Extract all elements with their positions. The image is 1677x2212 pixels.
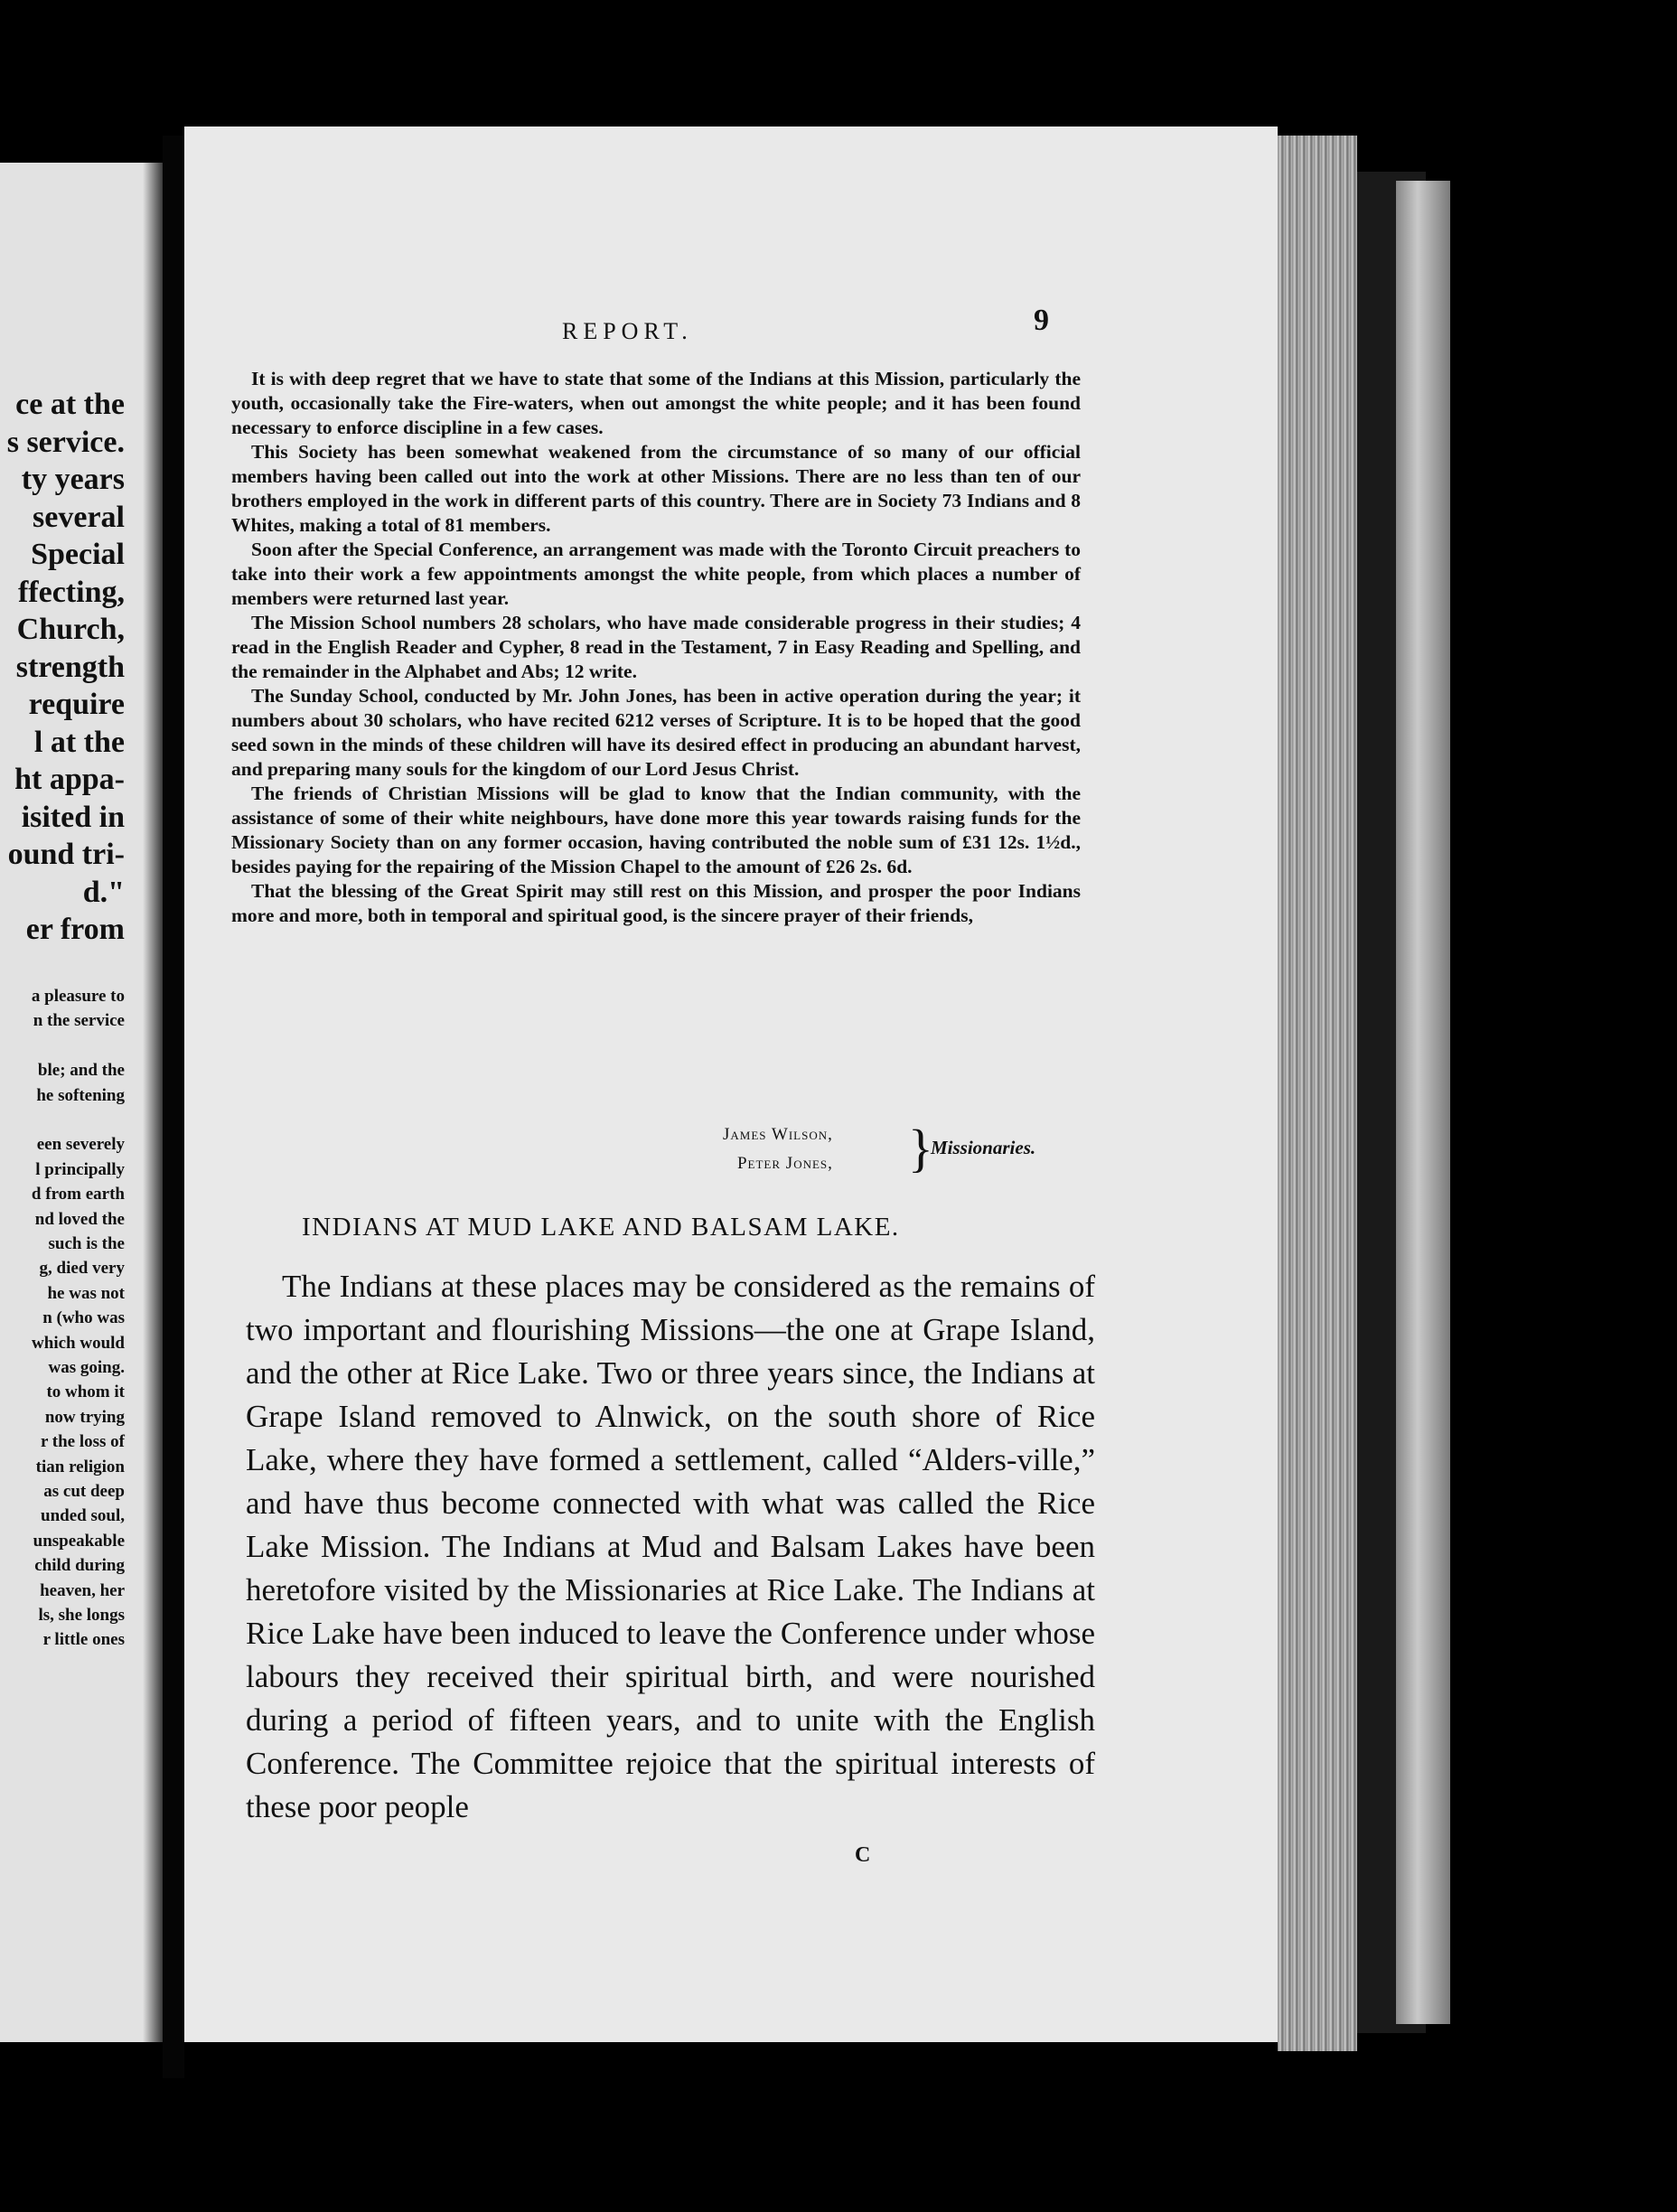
book-cover-edge — [1396, 181, 1450, 2024]
left-page-line: strength — [15, 650, 125, 684]
left-page-line: he softening — [36, 1085, 125, 1105]
report-paragraph: It is with deep regret that we have to state that some of the Indians at this Mission, particularly the youth, occasionally take the Fire-waters, when out amongst the white people; and it has been found necessary to enforce discipline in a few cases. — [231, 368, 1081, 438]
report-paragraph: This Society has been somewhat weakened from the circumstance of so many of our official members having been called out into the work at other Missions. There are no less than ten of our brothers employed in the work in different parts of this country. There are in Society 73 Indians and 8 Whites, making a total of 81 members. — [231, 441, 1081, 536]
left-page-line: ffecting, — [17, 575, 125, 609]
section-title: INDIANS AT MUD LAKE AND BALSAM LAKE. — [302, 1213, 900, 1242]
left-page-line: now trying — [44, 1407, 125, 1427]
report-paragraph: The friends of Christian Missions will be glad to know that the Indian community, with the assistance of some of their white neighbours, have done more this year towards raising funds for the Missionary Society than on any former occasion, having contributed the noble sum of £31 12s. 1½d., besides paying for the repairing of the Mission Chapel to the amount of £26 2s. 6d. — [231, 783, 1081, 877]
left-page-line: unded soul, — [41, 1506, 125, 1526]
brace-glyph: } — [908, 1119, 933, 1177]
gutter-shadow — [143, 163, 163, 2042]
left-page-line: as cut deep — [43, 1482, 125, 1501]
page-edges — [1278, 136, 1357, 2051]
report-paragraph: Soon after the Special Conference, an arrangement was made with the Toronto Circuit preachers to take into their work a few appointments amongst the white people, from which places a number of members were returned last year. — [231, 539, 1081, 609]
left-page-line: een severely — [36, 1135, 125, 1155]
signature-name-wilson: James Wilson, — [723, 1125, 833, 1144]
left-page-line: g, died very — [39, 1259, 125, 1279]
left-page-line: a pleasure to — [31, 987, 125, 1006]
running-head: REPORT. — [562, 318, 693, 344]
left-page-line: ble; and the — [37, 1061, 125, 1081]
report-paragraph: The Sunday School, conducted by Mr. John Jones, has been in active operation during the year; it numbers about 30 scholars, who have recited 6212 verses of Scripture. It is to be hoped that the good seed sown in the minds of these children will have its desired effect in producing an abundant harvest, and preparing many souls for the kingdom of our Lord Jesus Christ. — [231, 685, 1081, 780]
left-page-line: l principally — [35, 1159, 125, 1179]
signature-role: Missionaries. — [931, 1137, 1036, 1158]
left-page-line: ht appa- — [14, 763, 125, 796]
left-page-line: require — [28, 688, 125, 721]
left-page-line: r the loss of — [40, 1432, 125, 1452]
left-page-line: n the service — [33, 1011, 125, 1031]
section-paragraph: The Indians at these places may be considered as the remains of two important and flourishing Missions—the one at Grape Island, and the other at Rice Lake. Two or three years since, the Indians at Grape Island removed to Alnwick, on the south shore of Rice Lake, where they have formed a settlement, called “Alders-ville,” and have thus become connected with what was called the Rice Lake Mission. The Indians at Mud and Balsam Lakes have been heretofore visited by the Missionaries at Rice Lake. The Indians at Rice Lake have been induced to leave the Conference under whose labours they received their spiritual birth, and were nourished during a period of fifteen years, and to unite with the English Conference. The Committee rejoice that the spiritual interests of these poor people — [246, 1269, 1095, 1824]
left-page-line: several — [33, 500, 125, 534]
left-page-fragment — [0, 163, 163, 2042]
signature-name-jones: Peter Jones, — [736, 1154, 833, 1173]
report-paragraph: That the blessing of the Great Spirit may still rest on this Mission, and prosper the poor Indians more and more, both in temporal and spiritual good, is the sincere prayer of their friends, — [231, 880, 1081, 926]
left-page-line: r little ones — [42, 1630, 125, 1650]
left-page-line: unspeakable — [33, 1531, 125, 1551]
left-page-line: heaven, her — [40, 1580, 125, 1600]
signature-block — [723, 1120, 1102, 1184]
left-page-line: d." — [82, 875, 125, 909]
left-page-line: which would — [32, 1333, 125, 1353]
book-spine — [163, 136, 184, 2078]
report-paragraph: The Mission School numbers 28 scholars, who have made considerable progress in their studies; 4 read in the English Reader and Cypher, 8 read in the Testament, 7 in Easy Reading and Spelling, and the remainder in the Alphabet and Abs; 12 write. — [231, 612, 1081, 682]
left-page-line: nd loved the — [34, 1209, 125, 1229]
left-page-line: s service. — [6, 425, 125, 459]
left-page-line: such is the — [48, 1234, 125, 1253]
left-page-line: he was not — [47, 1283, 125, 1303]
page-number: 9 — [1034, 304, 1049, 337]
left-page-line: isited in — [21, 800, 125, 834]
left-page-line: to whom it — [46, 1382, 125, 1402]
left-page-line: n (who was — [42, 1308, 125, 1328]
printer-signature-mark: C — [855, 1843, 871, 1867]
left-page-line: was going. — [48, 1358, 125, 1377]
section-body — [246, 1265, 1095, 1829]
left-page-line: child during — [34, 1556, 125, 1576]
left-page-line: ls, she longs — [38, 1606, 125, 1625]
left-page-line: Church, — [16, 613, 125, 646]
left-page-line: er from — [25, 913, 125, 946]
left-page-line: ty years — [21, 463, 125, 496]
left-page-line: l at the — [33, 725, 125, 759]
report-text — [231, 367, 1081, 928]
left-page-line: d from earth — [31, 1185, 125, 1204]
left-page-line: Special — [31, 538, 125, 571]
left-page-line: ound tri- — [7, 838, 125, 871]
left-page-line: ce at the — [15, 388, 125, 421]
left-page-line: tian religion — [35, 1457, 125, 1476]
signature-names — [723, 1120, 833, 1178]
